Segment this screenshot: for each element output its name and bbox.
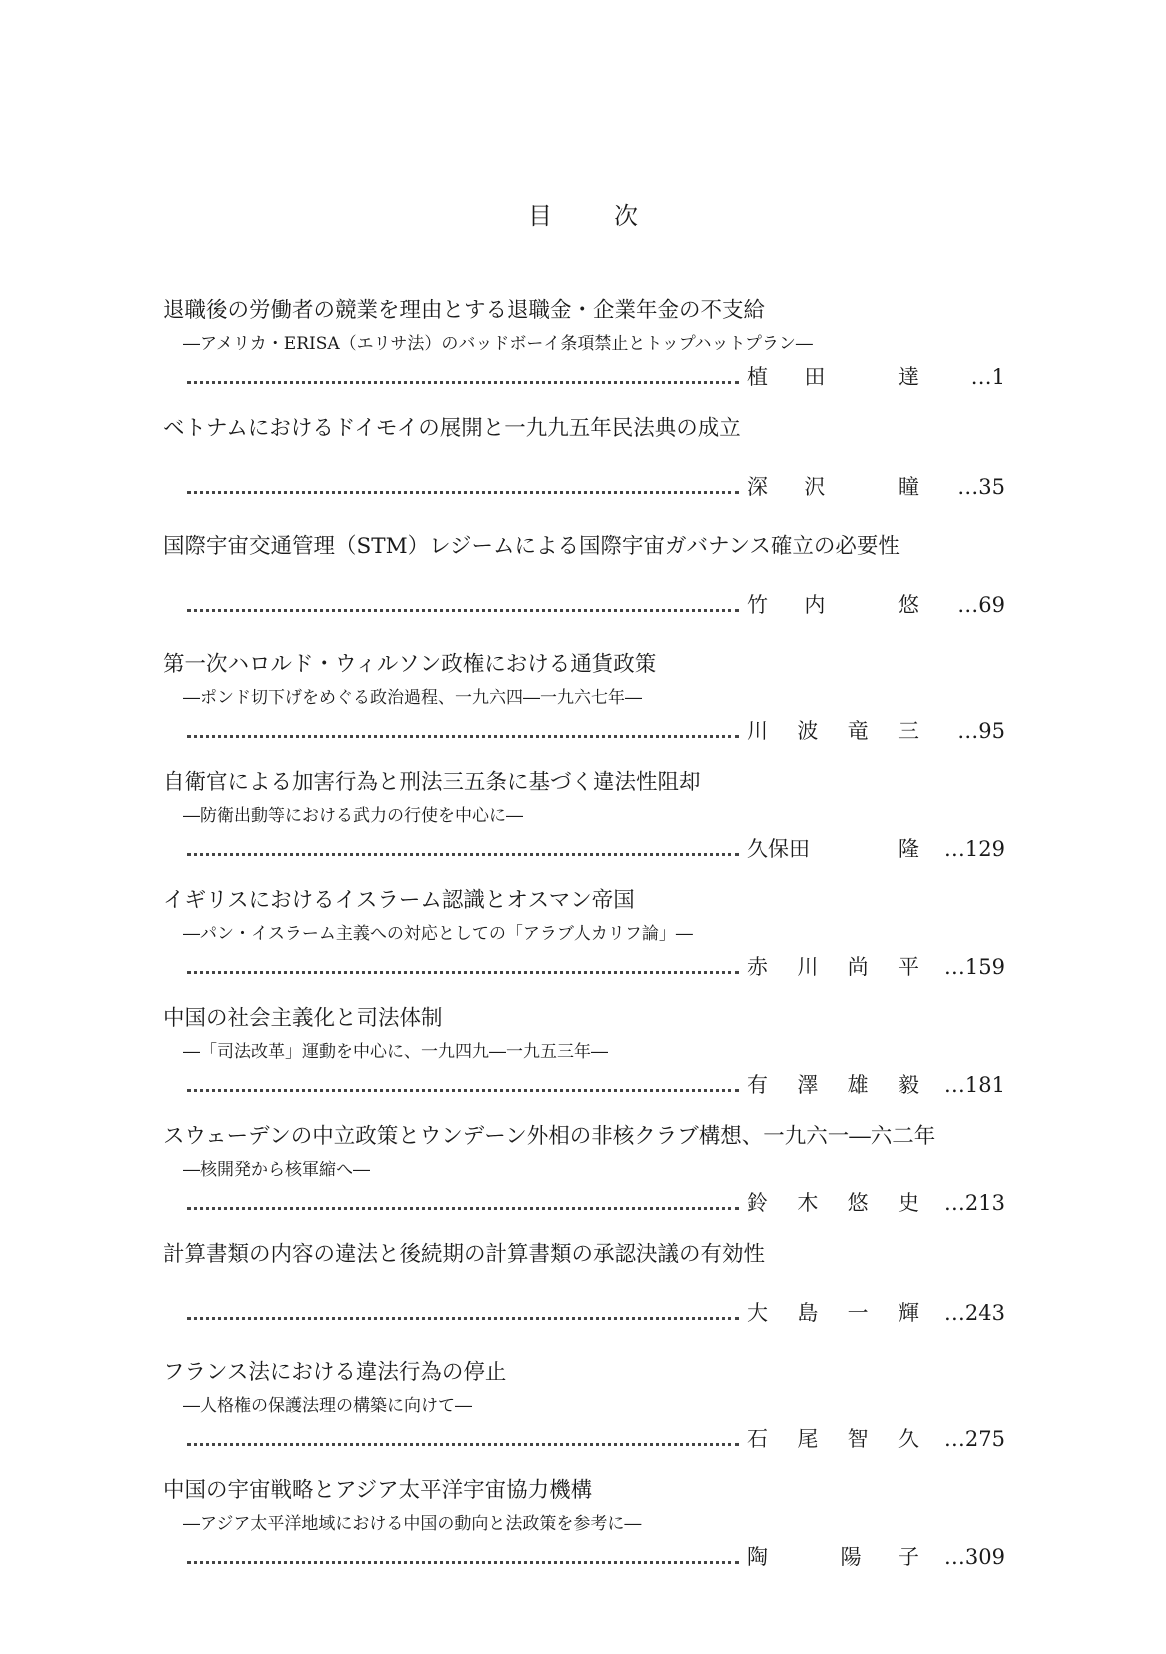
author-char: 隆 [897, 837, 919, 861]
entry-leader-row [187, 1296, 1005, 1328]
toc-entry[interactable] [163, 768, 1005, 886]
author-char: 平 [897, 955, 919, 979]
author-char: 久保田 [747, 837, 810, 861]
entry-page-number: … 181 [919, 1070, 1005, 1100]
entry-leader-row [187, 1068, 1005, 1100]
entry-subtitle: ―アメリカ・ERISA（エリサ法）のバッドボーイ条項禁止とトップハットプラン― [183, 334, 813, 354]
entry-page-number: … 159 [919, 952, 1005, 982]
entry-author [747, 1070, 919, 1100]
dot-leader [187, 853, 739, 856]
author-char: 悠 [897, 593, 919, 617]
entry-page-number: … 129 [919, 834, 1005, 864]
entry-subtitle: ―「司法改革」運動を中心に、一九四九―一九五三年― [183, 1042, 608, 1062]
page-title: 目次 [528, 202, 700, 230]
entry-page-number: … 35 [919, 472, 1005, 502]
author-char: 史 [897, 1191, 919, 1215]
toc-entry[interactable] [163, 650, 1005, 768]
entry-title: 自衛官による加害行為と刑法三五条に基づく違法性阻却 [163, 770, 701, 795]
entry-title: ベトナムにおけるドイモイの展開と一九九五年民法典の成立 [163, 416, 741, 441]
author-char: 輝 [897, 1301, 919, 1325]
author-char: 沢 [804, 475, 826, 499]
toc-entry[interactable] [163, 414, 1005, 532]
entry-author [747, 952, 919, 982]
dot-leader [187, 609, 739, 612]
author-char: 子 [897, 1545, 919, 1569]
dot-leader [187, 1561, 739, 1564]
author-char: 植 [747, 365, 768, 389]
author-char: 竜 [847, 719, 869, 743]
entry-title: 計算書類の内容の違法と後続期の計算書類の承認決議の有効性 [163, 1242, 766, 1267]
toc-entry[interactable] [163, 1476, 1005, 1594]
author-char: 田 [804, 365, 826, 389]
entry-author [747, 1188, 919, 1218]
author-char: 久 [897, 1427, 919, 1451]
entry-subtitle: ―アジア太平洋地域における中国の動向と法政策を参考に― [183, 1514, 642, 1534]
dot-leader [187, 971, 739, 974]
entry-page-number: … 1 [919, 362, 1005, 392]
dot-leader [187, 1089, 739, 1092]
entry-page-number: … 213 [919, 1188, 1005, 1218]
entry-subtitle: ―ポンド切下げをめぐる政治過程、一九六四―一九六七年― [183, 688, 642, 708]
author-char: 雄 [847, 1073, 869, 1097]
toc-entry[interactable] [163, 886, 1005, 1004]
dot-leader [187, 1317, 739, 1320]
author-char: 一 [847, 1301, 869, 1325]
table-of-contents [163, 296, 1005, 1594]
author-char: 竹 [747, 593, 768, 617]
dot-leader [187, 1443, 739, 1446]
author-char: 波 [797, 719, 819, 743]
author-char: 石 [747, 1427, 768, 1451]
entry-author [747, 472, 919, 502]
dot-leader [187, 381, 739, 384]
entry-author [747, 1298, 919, 1328]
entry-leader-row [187, 360, 1005, 392]
toc-entry[interactable] [163, 1240, 1005, 1358]
author-char: 赤 [747, 955, 768, 979]
toc-entry[interactable] [163, 1122, 1005, 1240]
entry-subtitle: ―パン・イスラーム主義への対応としての「アラブ人カリフ論」― [183, 924, 693, 944]
entry-subtitle: ―核開発から核軍縮へ― [183, 1160, 370, 1180]
entry-author [747, 362, 919, 392]
author-char: 川 [747, 719, 768, 743]
entry-leader-row [187, 1186, 1005, 1218]
toc-entry[interactable] [163, 296, 1005, 414]
entry-title: イギリスにおけるイスラーム認識とオスマン帝国 [163, 888, 635, 913]
author-char: 大 [747, 1301, 768, 1325]
entry-author [747, 716, 919, 746]
entry-title: スウェーデンの中立政策とウンデーン外相の非核クラブ構想、一九六一―六二年 [163, 1124, 936, 1149]
entry-page-number: … 275 [919, 1424, 1005, 1454]
entry-page-number: … 243 [919, 1298, 1005, 1328]
entry-leader-row [187, 1422, 1005, 1454]
entry-page-number: … 69 [919, 590, 1005, 620]
author-char: 悠 [847, 1191, 869, 1215]
entry-leader-row [187, 714, 1005, 746]
entry-leader-row [187, 588, 1005, 620]
entry-title: フランス法における違法行為の停止 [163, 1360, 507, 1385]
entry-title: 第一次ハロルド・ウィルソン政権における通貨政策 [163, 652, 657, 677]
author-char: 澤 [797, 1073, 819, 1097]
author-char: 鈴 [747, 1191, 768, 1215]
author-char: 島 [797, 1301, 819, 1325]
author-char: 有 [747, 1073, 768, 1097]
entry-title: 中国の社会主義化と司法体制 [163, 1006, 443, 1031]
author-char: 川 [797, 955, 819, 979]
author-char: 毅 [897, 1073, 919, 1097]
dot-leader [187, 735, 739, 738]
author-char: 深 [747, 475, 768, 499]
entry-title: 国際宇宙交通管理（STM）レジームによる国際宇宙ガバナンス確立の必要性 [163, 534, 900, 559]
dot-leader [187, 491, 739, 494]
author-char: 尾 [797, 1427, 819, 1451]
entry-author [747, 590, 919, 620]
toc-entry[interactable] [163, 1358, 1005, 1476]
author-char: 瞳 [897, 475, 919, 499]
entry-author [747, 1424, 919, 1454]
entry-page-number: … 309 [919, 1542, 1005, 1572]
entry-subtitle: ―人格権の保護法理の構築に向けて― [183, 1396, 472, 1416]
author-char: 内 [804, 593, 826, 617]
entry-leader-row [187, 832, 1005, 864]
toc-entry[interactable] [163, 532, 1005, 650]
author-char: 陶 [747, 1545, 768, 1569]
dot-leader [187, 1207, 739, 1210]
toc-entry[interactable] [163, 1004, 1005, 1122]
author-char: 智 [847, 1427, 869, 1451]
entry-subtitle: ―防衛出動等における武力の行使を中心に― [183, 806, 523, 826]
entry-leader-row [187, 1540, 1005, 1572]
entry-author [747, 1542, 919, 1572]
entry-title: 退職後の労働者の競業を理由とする退職金・企業年金の不支給 [163, 298, 766, 323]
entry-leader-row [187, 950, 1005, 982]
author-char: 陽 [840, 1545, 862, 1569]
entry-title: 中国の宇宙戦略とアジア太平洋宇宙協力機構 [163, 1478, 593, 1503]
entry-author [747, 834, 919, 864]
author-char: 木 [797, 1191, 819, 1215]
author-char: 尚 [847, 955, 869, 979]
entry-leader-row [187, 470, 1005, 502]
entry-page-number: … 95 [919, 716, 1005, 746]
author-char: 三 [897, 719, 919, 743]
author-char: 達 [897, 365, 919, 389]
